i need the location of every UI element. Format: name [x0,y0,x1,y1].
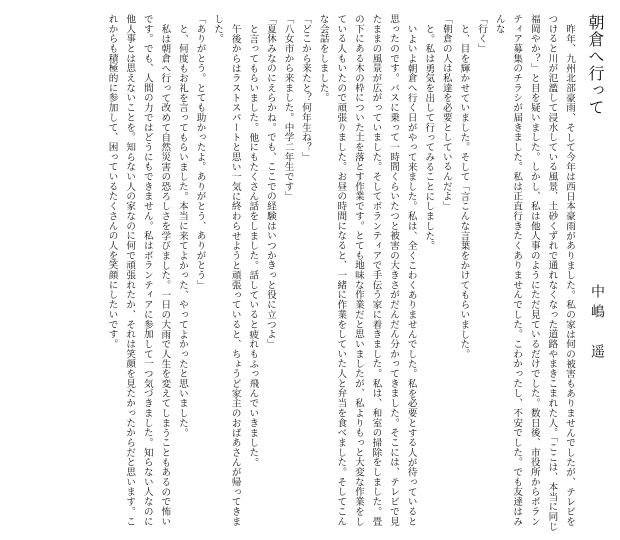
essay-title: 朝倉へ行って [586,14,605,116]
author-name: 中嶋 遥 [589,284,605,364]
quote-line: 「ありがとう。とても助かったよ。ありがとう、ありがとう」 [194,14,206,290]
body-paragraph: いよいよ朝倉へ行く日がやって来ました。私は、全くこわくありませんでした。私を必要とする人が待っていると思ったのです。バスに乗って一時間くらいたつと被害の大きさがだんだん分かってきました。そこには、テレビで見たままの風景が広がっていました。そしてボランティアで手伝う家に着きました。私は、和室の掃除をしました。畳の下にある木の枠についた土を落とす作業です。とても地味な作業だと思いましたが、私よりもっと大変な作業をしている人もいたので頑張りました。お昼の時間になると、一緒に作業をしていた人と弁当を食べました。そしてこんな会話をしました。 [317,14,417,527]
body-paragraph: と、何度もお礼を言ってもらいました。本当に来てよかった、やってよかったと思いました。 [176,23,188,438]
body-paragraph: 昨年、九州北部豪雨、そして今年は西日本豪雨がありました。私の家は何の被害もありませんでしたが、テレビをつけると川が氾濫して浸水している風景、土砂くずれで通れなくなった道路やまきこまれた人。「ここは、本当に同じ福岡やか？」と目を疑いました。しかし、私は他人事のようにただ見ているだけでした。数日後、市役所からボランティア募集のチラシが届きました。私は正直行きたくありませんでした。こわかったし、不安でした。でも友達はみんな [493,14,575,532]
title-block [578,14,612,532]
quote-line: 「行く」 [476,14,488,54]
essay-body [103,14,578,532]
quote-line: 「どこから来たと？何年生ね？」 [300,14,312,162]
body-paragraph: 午後からはラストスパートと思い一気に終わらせようと頑張っていると、ちょうど家主のおばあさんが帰ってきました。 [212,14,241,526]
body-paragraph: と言ってもらいました。他にもたくさん話をしました。話していると疲れもふっ飛んでいきました。 [247,23,259,467]
quote-line: 「夏休みなのにえらかね。でも、ここでの経験はいつかきっと役に立つよ」 [264,14,276,349]
body-paragraph: 私は朝倉へ行って改めて自然災害の恐ろしさを学びました。一日の大雨で人生を変えてしまうこともあるので怖いです。でも、人間の力ではどうにもできません。私はボランティアに参加して一つ気づきました。知らない人なのに他人事とは思えないことを。知らない人の家なのに何で頑張れたか、それは笑顔を見たかったからだと思います。これからも積極的に参加して、困っているたくさんの人を笑顔にしたいです。 [106,14,171,527]
quote-line: 「八女市から来ました。中学二年生です」 [282,14,294,202]
body-paragraph: と。私は勇気を出して行ってみることにしました。 [423,23,435,251]
quote-line: 「朝倉の人は私達を必要としているんだよ」 [440,14,452,211]
body-paragraph: と、目を輝かせていました。そして「言こんな言葉をかけてもらいました。 [458,23,470,359]
